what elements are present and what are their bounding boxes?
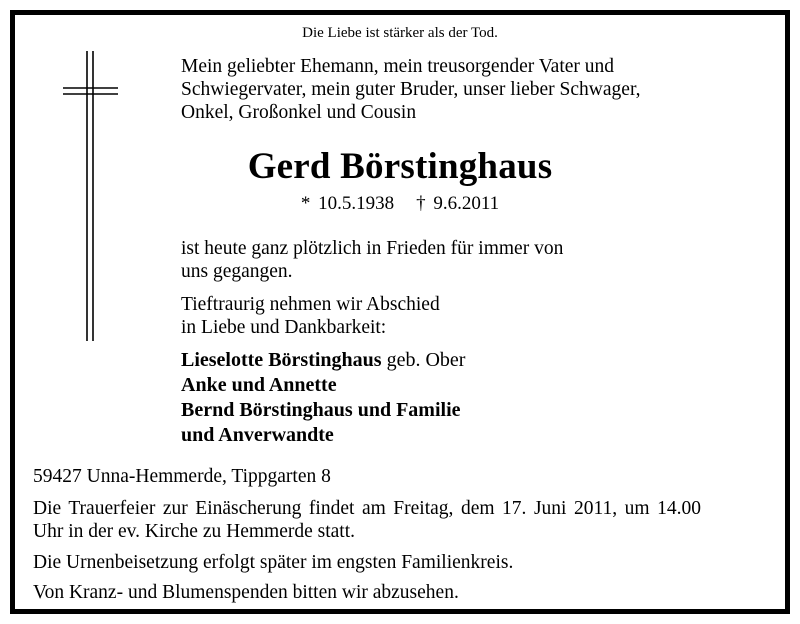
intro-line: Schwiegervater, mein guter Bruder, unser lieber Schwager, — [181, 79, 641, 100]
death-date: † 9.6.2011 — [416, 193, 500, 214]
mourner-line: Anke und Annette — [181, 374, 337, 396]
mourner-wife-name: Lieselotte Börstinghaus — [181, 349, 382, 371]
intro-line: Onkel, Großonkel und Cousin — [181, 102, 417, 123]
intro-line: Mein geliebter Ehemann, mein treusorgender Vater und — [181, 56, 615, 77]
mourner-line: Bernd Börstinghaus und Familie — [181, 399, 461, 421]
address: 59427 Unna-Hemmerde, Tippgarten 8 — [33, 466, 331, 487]
farewell-line: Tieftraurig nehmen wir Abschied — [181, 294, 440, 315]
passing-line: ist heute ganz plötzlich in Frieden für immer von — [181, 238, 564, 259]
mourner-line — [181, 348, 465, 373]
deceased-name: Gerd Börstinghaus — [247, 146, 553, 187]
passing-line: uns gegangen. — [181, 261, 293, 282]
life-dates — [15, 193, 785, 215]
farewell-line: in Liebe und Dankbarkeit: — [181, 317, 387, 338]
flowers-note: Von Kranz- und Blumenspenden bitten wir abzusehen. — [33, 582, 459, 603]
passing-text — [181, 237, 563, 283]
motto: Die Liebe ist stärker als der Tod. — [302, 25, 498, 41]
mourner-line: und Anverwandte — [181, 424, 334, 446]
ceremony-info: Die Trauerfeier zur Einäscherung findet am Freitag, dem 17. Juni 2011, um 14.00 Uhr in der ev. Kirche zu Hemmerde statt. — [33, 498, 701, 542]
farewell-text — [181, 293, 440, 339]
mourners-list — [181, 348, 465, 448]
obituary-notice — [10, 10, 790, 614]
intro-text — [181, 55, 641, 124]
birth-date: * 10.5.1938 — [300, 193, 395, 214]
mourner-wife-suffix: geb. Ober — [381, 349, 466, 371]
urn-burial-info: Die Urnenbeisetzung erfolgt später im engsten Familienkreis. — [33, 552, 514, 573]
